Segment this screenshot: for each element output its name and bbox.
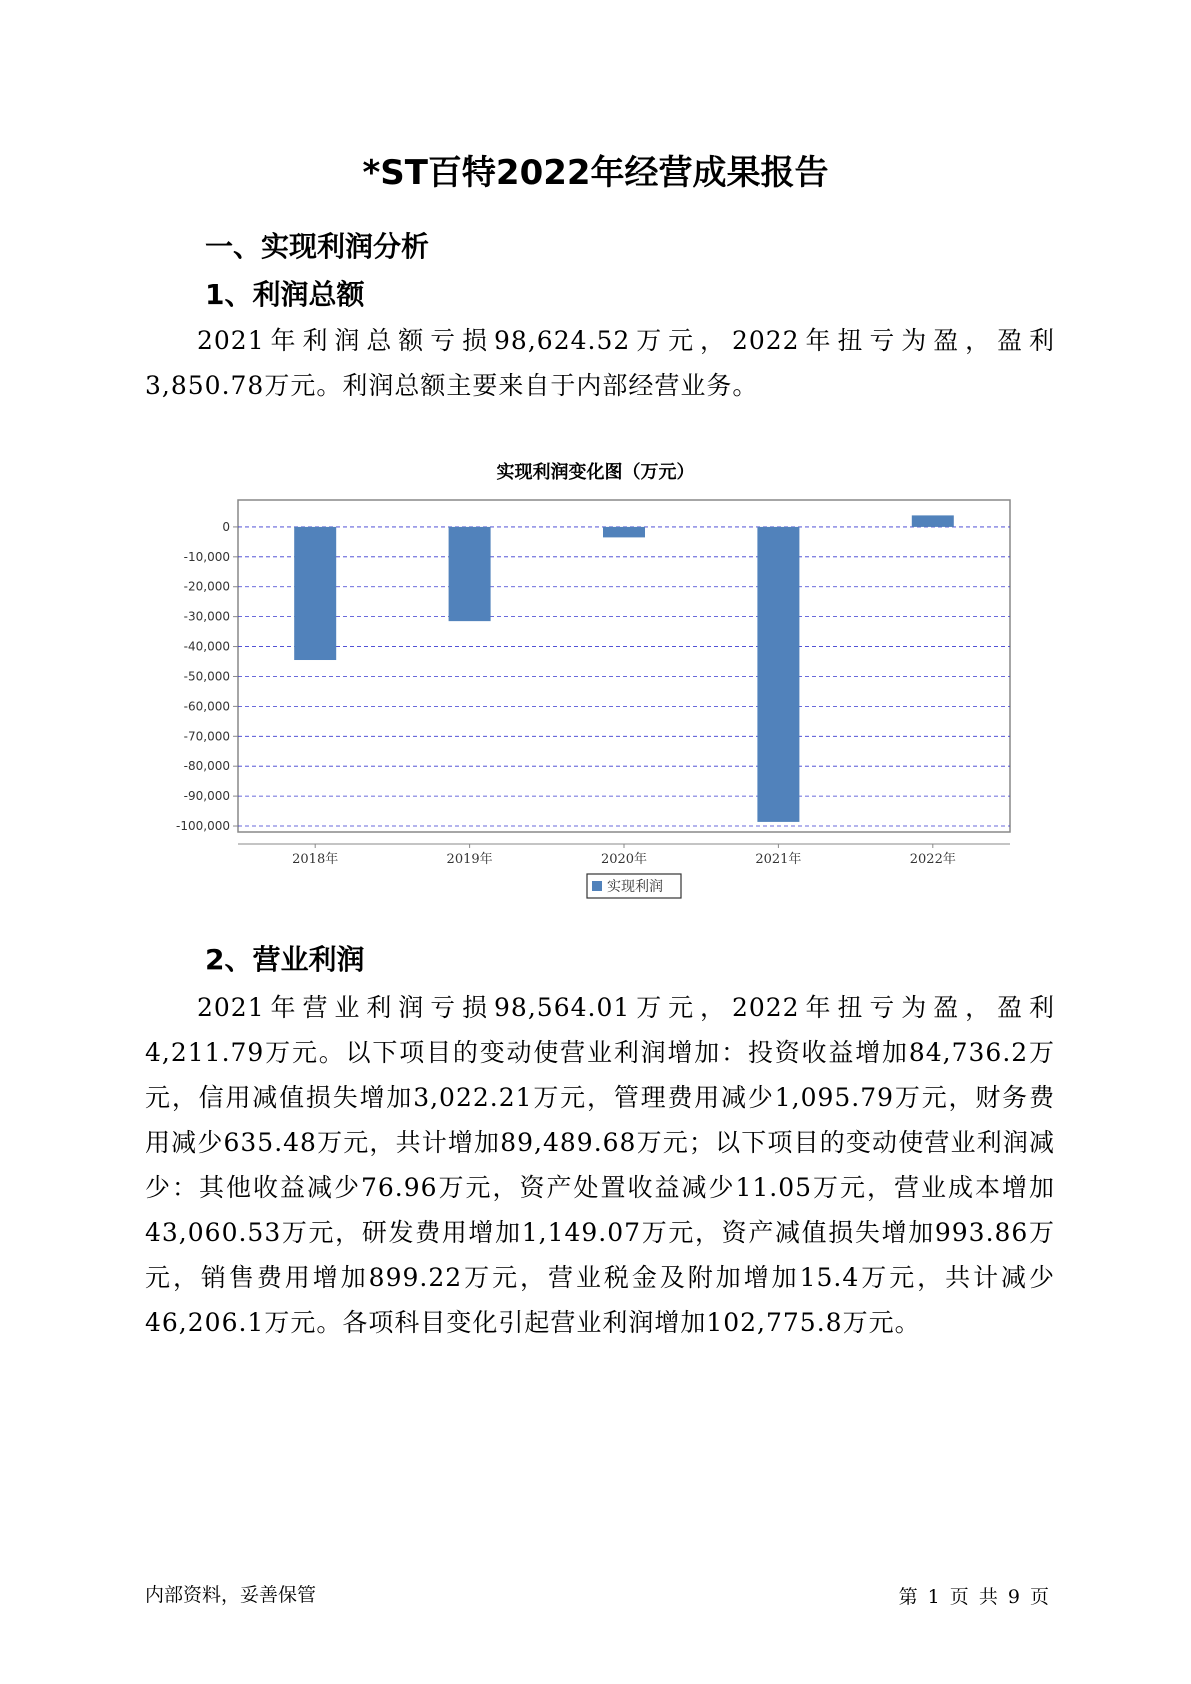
plot-area	[238, 500, 1010, 832]
legend-label: 实现利润	[607, 879, 663, 895]
profit-bar-chart	[170, 490, 1020, 895]
paragraph-operating-profit: 2021年营业利润亏损98,564.01万元，2022年扭亏为盈，盈利4,211.79万元。以下项目的变动使营业利润增加：投资收益增加84,736.2万元，信用减值损失增加3,022.21万元，管理费用减少1,095.79万元，财务费用减少635.48万元，共计增加89,489.68万元；以下项目的变动使营业利润减少：其他收益减少76.96万元，资产处置收益减少11.05万元，营业成本增加43,060.53万元，研发费用增加1,149.07万元，资产减值损失增加993.86万元，销售费用增加899.22万元，营业税金及附加增加15.4万元，共计减少46,206.1万元。各项科目变化引起营业利润增加102,775.8万元。	[145, 993, 1055, 1337]
subheading-total-profit: 1、利润总额	[205, 278, 365, 311]
y-tick-label: -10,000	[183, 549, 230, 564]
y-tick-label: -70,000	[183, 729, 230, 744]
y-tick-label: -20,000	[183, 579, 230, 594]
y-tick-label: -60,000	[183, 699, 230, 714]
bar-2020年	[603, 527, 645, 537]
bar-2022年	[912, 515, 954, 527]
section-heading-profit-analysis: 一、实现利润分析	[205, 230, 430, 263]
y-tick-label: -30,000	[183, 609, 230, 624]
bar-2018年	[294, 527, 336, 660]
legend-swatch	[592, 881, 602, 891]
y-tick-label: -40,000	[183, 639, 230, 654]
paragraph-total-profit: 2021年利润总额亏损98,624.52万元，2022年扭亏为盈，盈利3,850.78万元。利润总额主要来自于内部经营业务。	[145, 326, 1055, 400]
x-tick-label: 2019年	[446, 852, 493, 867]
x-tick-label: 2021年	[755, 852, 802, 867]
y-tick-label: -100,000	[176, 819, 230, 834]
y-tick-label: -50,000	[183, 669, 230, 684]
x-tick-label: 2020年	[600, 852, 648, 867]
bar-2019年	[449, 527, 491, 621]
report-title: *ST百特2022年经营成果报告	[362, 153, 829, 193]
chart-title: 实现利润变化图（万元）	[496, 462, 695, 483]
x-tick-label: 2018年	[292, 852, 339, 867]
y-tick-label: -90,000	[183, 789, 230, 804]
y-tick-label: 0	[222, 519, 230, 534]
y-tick-label: -80,000	[183, 759, 230, 774]
bar-2021年	[757, 527, 799, 822]
footer-page-number: 第 1 页 共 9 页	[898, 1586, 1051, 1608]
subheading-operating-profit: 2、营业利润	[205, 943, 365, 976]
footer-confidential-note: 内部资料，妥善保管	[145, 1584, 317, 1606]
x-tick-label: 2022年	[909, 852, 956, 867]
